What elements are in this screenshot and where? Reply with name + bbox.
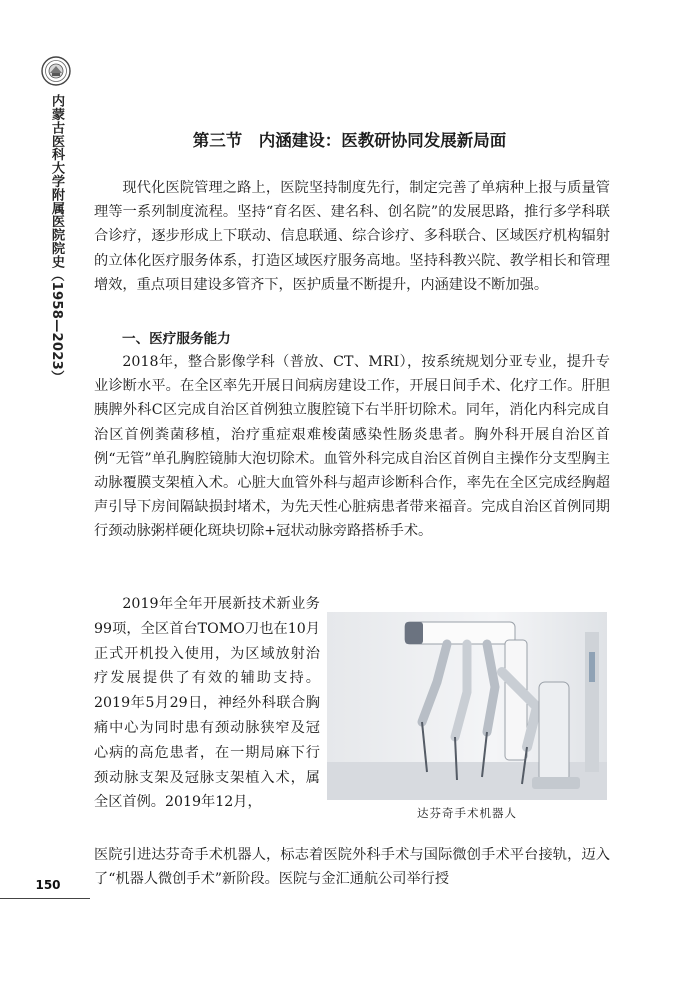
section-title: 第三节 内涵建设：医教研协同发展新局面 <box>192 131 507 150</box>
paragraph-2019-wrapped: 2019年全年开展新技术新业务99项，全区首台TOMO刀也在10月正式开机投入使用，为区域放射治疗发展提供了有效的辅助支持。2019年5月29日，神经外科联合胸痛中心为同时患有颈动脉狭窄及冠心病的高危患者，在一期局麻下行颈动脉支架及冠脉支架植入术，属全区首例。2019年12月， <box>94 596 320 811</box>
book-title-text: 内蒙古医科大学附属医院院史 <box>49 94 64 269</box>
paragraph-2019-continued: 医院引进达芬奇手术机器人，标志着医院外科手术与国际微创手术平台接轨，迈入了“机器人微创手术”新阶段。医院与金汇通航公司举行授 <box>94 847 610 888</box>
page-number-rule <box>0 898 90 899</box>
paragraph-2018: 2018年，整合影像学科（普放、CT、MRI），按系统规划分亚专业，提升专业诊断水平。在全区率先开展日间病房建设工作，开展日间手术、化疗工作。肝胆胰脾外科C区完成自治区首例独立腹腔镜下右半肝切除术。同年，消化内科完成自治区首例粪菌移植，治疗重症艰难梭菌感染性肠炎患者。胸外科开展自治区首例“无管”单孔胸腔镜肺大泡切除术。血管外科完成自治区首例自主操作分支型胸主动脉覆膜支架植入术。心脏大血管外科与超声诊断科合作，率先在全区完成经胸超声引导下房间隔缺损封堵术，为先天性心脏病患者带来福音。完成自治区首例同期行颈动脉粥样硬化斑块切除+冠状动脉旁路搭桥手术。 <box>94 354 610 540</box>
sidebar <box>0 0 92 983</box>
figure-caption: 达芬奇手术机器人 <box>417 806 517 820</box>
university-seal-icon <box>41 56 71 86</box>
intro-paragraph: 现代化医院管理之路上，医院坚持制度先行，制定完善了单病种上报与质量管理等一系列制度流程。坚持“育名医、建名科、创名院”的发展思路，推行多学科联合诊疗，逐步形成上下联动、信息联通、综合诊疗、多科联合、区域医疗机构辐射的立体化医疗服务体系，打造区域医疗服务高地。坚持科教兴院、教学相长和管理增效，重点项目建设多管齐下，医护质量不断提升，内涵建设不断加强。 <box>94 180 610 293</box>
subheading-medical-service: 一、医疗服务能力 <box>122 331 231 347</box>
surgical-robot-photo <box>327 612 607 800</box>
robot-illustration <box>327 612 607 800</box>
book-title <box>40 94 72 383</box>
book-years: （1958—2023） <box>49 268 64 384</box>
page-number: 150 <box>35 878 61 892</box>
